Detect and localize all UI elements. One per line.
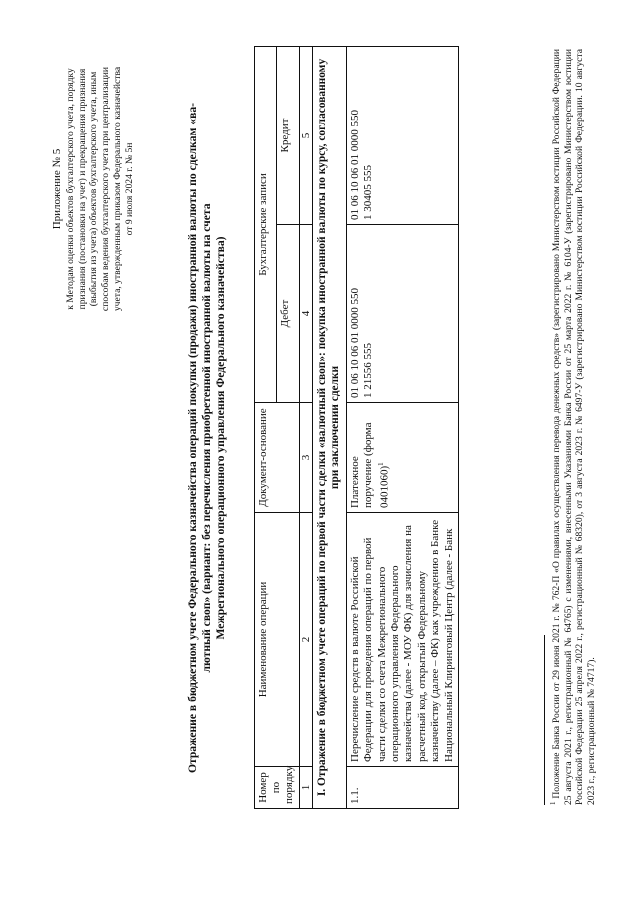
title-line: Межрегионального операционного управления Федерального казначейства) [214,236,228,640]
table-row [346,47,458,809]
document-title [186,63,229,813]
section-heading: I. Отражение в бюджетном учете операций по первой части сделки «валютный своп»: покупка иностранной валюты по курсу, согласованному при заключении сделки [312,47,346,809]
title-line: Отражение в бюджетном учете Федерального казначейства операций покупки (продажи) иностранной валюты по сделкам «ва- [186,103,199,773]
header-number: Номер по порядку [255,767,300,809]
operation-name: Перечисление средств в валюте Российской Федерации для проведения операций по первой части сделки со счета Межрегионального операционного управления Федерального казначейства (далее - МОУ ФК) для зачисления на расчетный код, открытый Федеральному казначейству (далее – ФК) как учреждению в Банке Национальный Клиринговый Центр (далее - Банк [346,513,458,767]
column-number: 5 [299,47,312,225]
row-number: 1.1. [346,767,458,809]
section-heading-row [312,47,346,809]
appendix-line: учета, утвержденным приказом Федерального казначейства [111,66,123,312]
document-basis-text: Платежное поручение (форма 0401060) [348,422,391,508]
credit-subaccount: 1 30405 555 [362,165,374,220]
operations-table [254,46,459,809]
column-numbers-row [299,47,312,809]
appendix-line: к Методам оценки объектов бухгалтерского учета, порядку [64,68,76,310]
column-number: 2 [299,513,312,767]
header-debit: Дебет [277,225,299,403]
column-number: 3 [299,403,312,513]
footnote-divider [544,635,545,805]
appendix-line: признания (постановки на учет) и прекращения признания [76,68,88,310]
debit-subaccount: 1 21556 555 [362,343,374,398]
appendix-title: Приложение № 5 [51,148,63,230]
credit-entry [346,47,458,225]
appendix-line: способам ведения бухгалтерского учета при централизации [100,66,112,312]
credit-account: 01 06 10 06 01 0000 550 [348,110,361,220]
footnote [548,49,598,805]
header-document: Документ-основание [255,403,300,513]
footnote-reference: 1 [377,462,386,466]
footnote-text: Положение Банка России от 29 июня 2021 г. № 762-П «О правилах осуществления перевода денежных средств» (зарегистрировано Министерством юстиции Российской Федерации 25 августа 2021 г., регистрационный № 64765) с изменениями, внесенными Указаниями Банка России от 25 марта 2022 г. № 6104-У (зарегистрировано Министерством юстиции Российской Федерации 25 апреля 2022 г., регистрационный № 68320), от 3 августа 2023 г. № 6497-У (зарегистрировано Министерством юстиции Российской Федерации. 10 августа 2023 г., регистрационный № 74717). [551,49,597,805]
header-credit: Кредит [277,47,299,225]
document-basis [346,403,458,513]
header-accounting-entries: Бухгалтерские записи [255,47,277,403]
table-header-row [255,47,277,809]
debit-entry [346,225,458,403]
appendix-line: (выбытия из учета) объектов бухгалтерского учета, иным [88,71,100,307]
appendix-header [52,44,136,334]
column-number: 1 [299,767,312,809]
column-number: 4 [299,225,312,403]
footnote-marker: 1 [549,801,557,805]
title-line: лютный своп» (вариант: без перечисления приобретенной иностранной валюты на счета [200,203,214,673]
header-operation: Наименование операции [255,513,300,767]
appendix-line: от 9 июля 2024 г. № 5н [123,142,135,236]
debit-account: 01 06 10 06 01 0000 550 [348,288,361,398]
